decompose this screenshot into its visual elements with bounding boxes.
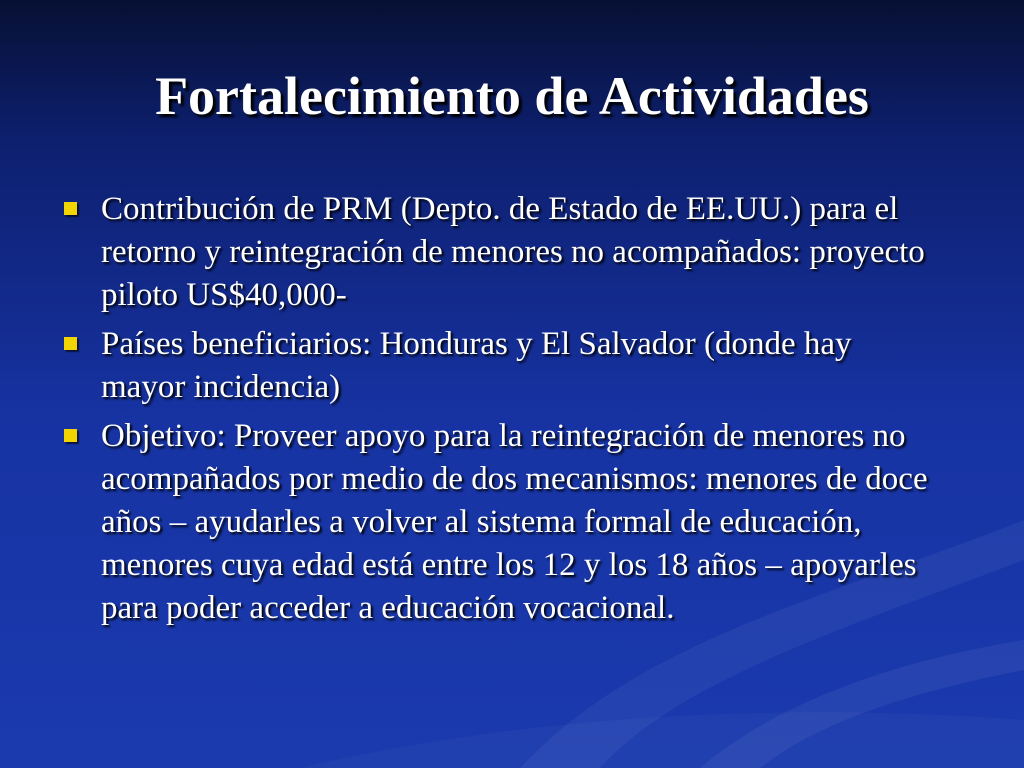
bullet-text: Países beneficiarios: Honduras y El Salvador (donde hay mayor incidencia)	[101, 326, 852, 405]
bullet-item-objective	[60, 415, 940, 630]
bullet-text: Objetivo: Proveer apoyo para la reintegración de menores no acompañados por medio de dos mecanismos: menores de doce años – ayudarles a volver al sistema formal de educación, menores cuya edad está entre los 12 y los 18 años – apoyarles para poder acceder a educación vocacional.	[101, 418, 928, 626]
slide-title: Fortalecimiento de Actividades	[155, 66, 869, 126]
bullet-item-prm-contribution	[60, 188, 940, 317]
bullet-list	[60, 188, 940, 636]
bullet-item-beneficiary-countries	[60, 323, 940, 409]
square-bullet-icon	[64, 337, 77, 350]
bullet-text: Contribución de PRM (Depto. de Estado de EE.UU.) para el retorno y reintegración de menores no acompañados: proyecto piloto US$40,000-	[101, 191, 925, 313]
square-bullet-icon	[64, 202, 77, 215]
square-bullet-icon	[64, 429, 77, 442]
